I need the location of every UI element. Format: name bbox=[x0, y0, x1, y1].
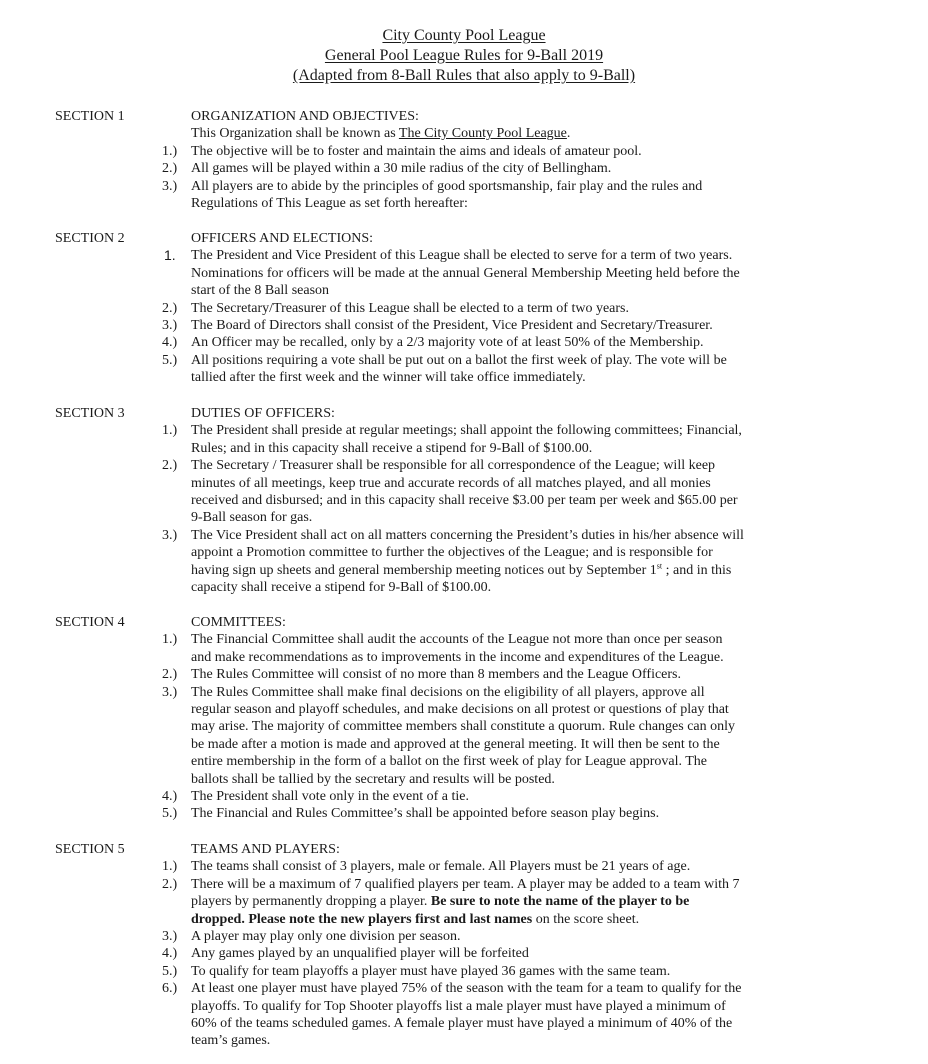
item-text: The objective will be to foster and maintain the aims and ideals of amateur pool. bbox=[191, 143, 642, 159]
list-item bbox=[0, 160, 928, 177]
item-text: The Financial and Rules Committee’s shall be appointed before season play begins. bbox=[191, 806, 660, 822]
list-item bbox=[0, 684, 928, 701]
list-item bbox=[0, 945, 928, 962]
item-text: may arise. The majority of committee members shall constitute a quorum. Rule changes can only bbox=[191, 719, 736, 735]
league-title: City County Pool League bbox=[382, 27, 546, 44]
list-item bbox=[0, 876, 928, 893]
section-label: SECTION 4 bbox=[55, 615, 125, 630]
list-item bbox=[0, 247, 928, 264]
list-item bbox=[0, 963, 928, 980]
item-text: and make recommendations as to improvements in the income and expenditures of the League. bbox=[191, 649, 724, 665]
item-text: Regulations of This League as set forth hereafter: bbox=[191, 195, 468, 211]
section-label: SECTION 2 bbox=[55, 231, 125, 246]
item-number: 5.) bbox=[162, 806, 178, 822]
rules-title: General Pool League Rules for 9-Ball 2019 bbox=[324, 47, 604, 64]
document-header bbox=[0, 26, 928, 86]
item-text: To qualify for team playoffs a player must have played 36 games with the same team. bbox=[191, 963, 671, 979]
list-item bbox=[0, 143, 928, 160]
list-item bbox=[0, 178, 928, 195]
item-text: be made after a motion is made and approved at the general meeting. It will then be sent to the bbox=[191, 736, 720, 752]
item-text: received and disbursed; and in this capacity shall receive $3.00 per team per week and $65.00 per bbox=[191, 492, 738, 508]
item-text: All players are to abide by the principles of good sportsmanship, fair play and the rules and bbox=[191, 178, 703, 194]
item-text: The Rules Committee shall make final decisions on the eligibility of all players, approve all bbox=[191, 684, 705, 700]
item-number: 3.) bbox=[162, 527, 178, 543]
item-text: entire membership in the form of a ballot on the first week of play for League approval. The bbox=[191, 754, 708, 770]
item-text: The Secretary/Treasurer of this League shall be elected to a term of two years. bbox=[191, 300, 629, 316]
item-number: 1.) bbox=[162, 632, 178, 648]
item-number: 4.) bbox=[162, 946, 178, 962]
item-number: 3.) bbox=[162, 684, 178, 700]
section-label: SECTION 1 bbox=[55, 109, 125, 124]
item-text: Rules; and in this capacity shall receive a stipend for 9-Ball of $100.00. bbox=[191, 440, 593, 456]
item-text: ballots shall be tallied by the secretary and results will be posted. bbox=[191, 771, 555, 787]
item-number: 3.) bbox=[162, 317, 178, 333]
item-text: tallied after the first week and the winner will take office immediately. bbox=[191, 370, 586, 386]
item-number: 5.) bbox=[162, 352, 178, 368]
item-number: 2.) bbox=[162, 458, 178, 474]
list-item bbox=[0, 457, 928, 474]
list-item bbox=[0, 300, 928, 317]
item-number: 3.) bbox=[162, 178, 178, 194]
item-number: 6.) bbox=[162, 981, 178, 997]
item-text: The teams shall consist of 3 players, male or female. All Players must be 21 years of age. bbox=[191, 859, 691, 875]
list-item bbox=[0, 858, 928, 875]
section-title: TEAMS AND PLAYERS: bbox=[191, 842, 340, 857]
list-item bbox=[0, 980, 928, 997]
item-text: 60% of the teams scheduled games. A female player must have played a minimum of 40% of the bbox=[191, 1015, 733, 1031]
item-text: A player may play only one division per season. bbox=[191, 928, 461, 944]
item-text: appoint a Promotion committee to further the objectives of the League; and is responsible for bbox=[191, 545, 713, 561]
item-text: Any games played by an unqualified player will be forfeited bbox=[191, 946, 529, 962]
item-text: playoffs. To qualify for Top Shooter playoffs list a male player must have played a minimum of bbox=[191, 998, 726, 1014]
item-number: 3.) bbox=[162, 928, 178, 944]
item-text: The Board of Directors shall consist of the President, Vice President and Secretary/Treasurer. bbox=[191, 317, 713, 333]
list-item bbox=[0, 527, 928, 544]
section-title: OFFICERS AND ELECTIONS: bbox=[191, 231, 374, 246]
item-text: All positions requiring a vote shall be put out on a ballot the first week of play. The vote will be bbox=[191, 352, 727, 368]
item-number: 1. bbox=[164, 247, 176, 264]
section-label: SECTION 3 bbox=[55, 406, 125, 421]
item-text: having sign up sheets and general membership meeting notices out by September 1st ; and in this bbox=[191, 560, 732, 578]
item-text: At least one player must have played 75% of the season with the team for a team to qualify for the bbox=[191, 981, 742, 997]
item-text: The President shall vote only in the event of a tie. bbox=[191, 788, 469, 804]
section-title: ORGANIZATION AND OBJECTIVES: bbox=[191, 109, 419, 124]
list-item bbox=[0, 334, 928, 351]
item-text: There will be a maximum of 7 qualified players per team. A player may be added to a team with 7 bbox=[191, 876, 740, 892]
item-number: 4.) bbox=[162, 335, 178, 351]
item-text: team’s games. bbox=[191, 1033, 271, 1049]
item-text: The Secretary / Treasurer shall be responsible for all correspondence of the League; will keep bbox=[191, 458, 716, 474]
section-intro: This Organization shall be known as The City County Pool League. bbox=[191, 126, 571, 142]
item-number: 2.) bbox=[162, 876, 178, 892]
section-title: DUTIES OF OFFICERS: bbox=[191, 406, 335, 421]
item-text: The President and Vice President of this League shall be elected to serve for a term of two years. bbox=[191, 248, 733, 264]
item-number: 2.) bbox=[162, 667, 178, 683]
list-item bbox=[0, 422, 928, 439]
item-text: capacity shall receive a stipend for 9-Ball of $100.00. bbox=[191, 579, 492, 595]
item-number: 1.) bbox=[162, 859, 178, 875]
item-text: All games will be played within a 30 mile radius of the city of Bellingham. bbox=[191, 161, 612, 177]
list-item bbox=[0, 317, 928, 334]
item-text: The President shall preside at regular meetings; shall appoint the following committees; Financial, bbox=[191, 423, 742, 439]
item-number: 1.) bbox=[162, 143, 178, 159]
rules-subtitle: (Adapted from 8-Ball Rules that also apply to 9-Ball) bbox=[292, 67, 636, 84]
list-item bbox=[0, 788, 928, 805]
item-text: The Vice President shall act on all matters concerning the President’s duties in his/her absence will bbox=[191, 527, 744, 543]
item-text: minutes of all meetings, keep true and accurate records of all matches played, and all monies bbox=[191, 475, 711, 491]
item-number: 2.) bbox=[162, 300, 178, 316]
list-item bbox=[0, 666, 928, 683]
item-number: 1.) bbox=[162, 423, 178, 439]
item-text: players by permanently dropping a player. Be sure to note the name of the player to be bbox=[191, 894, 690, 910]
league-name: The City County Pool League bbox=[398, 126, 567, 142]
item-text: Nominations for officers will be made at the annual General Membership Meeting held before the bbox=[191, 265, 740, 281]
item-text: dropped. Please note the new players first and last names on the score sheet. bbox=[191, 911, 640, 927]
list-item bbox=[0, 805, 928, 822]
item-text: 9-Ball season for gas. bbox=[191, 510, 313, 526]
section-title: COMMITTEES: bbox=[191, 615, 286, 630]
item-text: start of the 8 Ball season bbox=[191, 283, 330, 299]
item-number: 5.) bbox=[162, 963, 178, 979]
list-item bbox=[0, 631, 928, 648]
list-item bbox=[0, 352, 928, 369]
item-text: An Officer may be recalled, only by a 2/3 majority vote of at least 50% of the Membership. bbox=[191, 335, 704, 351]
section-label: SECTION 5 bbox=[55, 842, 125, 857]
item-text: regular season and playoff schedules, and make decisions on all protest or questions of play that bbox=[191, 701, 729, 717]
list-item bbox=[0, 928, 928, 945]
item-number: 4.) bbox=[162, 788, 178, 804]
item-number: 2.) bbox=[162, 161, 178, 177]
item-text: The Rules Committee will consist of no more than 8 members and the League Officers. bbox=[191, 667, 682, 683]
item-text: The Financial Committee shall audit the accounts of the League not more than once per season bbox=[191, 632, 723, 648]
